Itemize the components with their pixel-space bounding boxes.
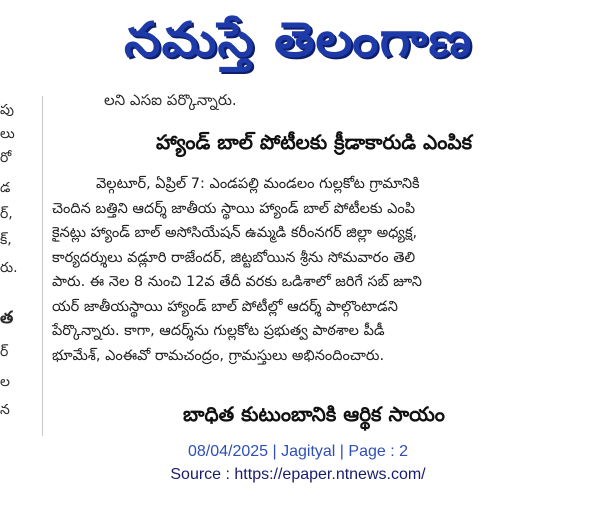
body-line: కార్యదర్శులు వడ్లూరి రాజేందర్, జిట్టబోయిన శ్రీను సోమవారం తెలి [52,249,416,266]
masthead [0,0,596,88]
previous-article-tail: లని ఎసఐ పర్కొన్నారు. [104,91,237,109]
adjacent-column-fragment [0,96,30,436]
body-line: వెల్గటూర్, ఏప్రిల్ 7: ఎండపల్లి మండలం గుల్లకోట గ్రామానికి [96,176,420,192]
body-line: పేర్కొన్నారు. కాగా, ఆదర్శ్‌ను గుల్లకోట ప్రభుత్వ పాఠశాల పీడీ [52,323,385,339]
clipping-footer [0,440,596,486]
fragment-text: ర్, [0,206,13,222]
fragment-text: త [0,308,14,328]
column-divider [42,96,43,436]
fragment-text: డ [0,180,11,196]
fragment-text: పు [0,102,14,118]
body-line: యర్ జాతీయస్థాయి హ్యాండ్ బాల్ పోటీల్లో ఆదర్శ్ పాల్గొంటాడని [52,298,398,315]
fragment-text: ర్ [0,344,9,360]
newspaper-title: నమస్తే తెలంగాణ [123,12,473,68]
body-line: పారు. ఈ నెల 8 నుంచి 12వ తేదీ వరకు ఒడిశాలో జరిగే సబ్ జూని [52,274,422,290]
source-link[interactable]: Source : https://epaper.ntnews.com/ [170,466,426,483]
fragment-text: ల [0,374,10,390]
body-line: కైనట్లు హ్యాండ్ బాల్ అసోసియేషన్ ఉమ్మడి కరీంనగర్ జిల్లా అధ్యక్ష, [52,225,418,241]
body-line: చెందిన బత్తిని ఆదర్శ్ జాతీయ స్థాయి హ్యాండ్ బాల్ పోటీలకు ఎంపి [52,200,416,217]
news-article [52,90,576,435]
fragment-text: రు. [0,260,18,276]
body-line: భూమేశ్, ఎంఈవో రామచంద్రం, గ్రామస్తులు అభినందించారు. [52,347,385,364]
fragment-text: లు [0,126,15,142]
fragment-text: రో [0,150,12,166]
edition-info: 08/04/2025 | Jagityal | Page : 2 [187,443,409,460]
fragment-text: న [0,402,10,418]
next-article-headline: బాధిత కుటుంబానికి ఆర్థిక సాయం [183,402,445,426]
fragment-text: క్, [0,232,12,248]
article-body [52,172,562,368]
article-headline: హ్యాండ్ బాల్ పోటీలకు క్రీడాకారుడి ఎంపిక [155,130,473,154]
